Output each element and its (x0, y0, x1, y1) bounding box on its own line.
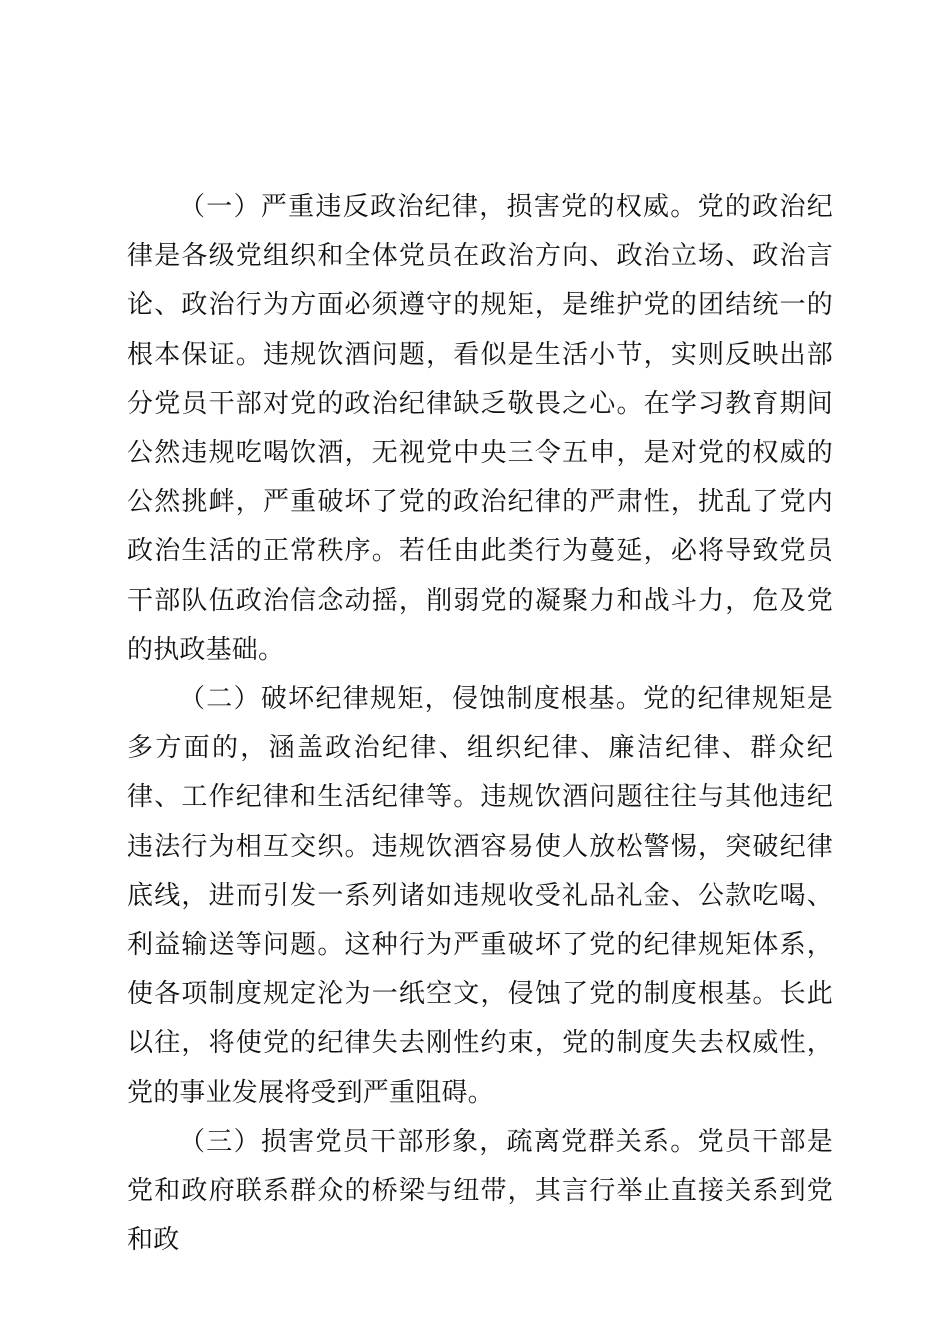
paragraph-cadre-image: （三）损害党员干部形象，疏离党群关系。党员干部是党和政府联系群众的桥梁与纽带，其言行举止直接关系到党和政 (127, 1126, 833, 1256)
document-body (127, 183, 833, 1265)
paragraph-political-discipline: （一）严重违反政治纪律，损害党的权威。党的政治纪律是各级党组织和全体党员在政治方向、政治立场、政治言论、政治行为方面必须遵守的规矩，是维护党的团结统一的根本保证。违规饮酒问题，看似是生活小节，实则反映出部分党员干部对党的政治纪律缺乏敬畏之心。在学习教育期间公然违规吃喝饮酒，无视党中央三令五申，是对党的权威的公然挑衅，严重破坏了党的政治纪律的严肃性，扰乱了党内政治生活的正常秩序。若任由此类行为蔓延，必将导致党员干部队伍政治信念动摇，削弱党的凝聚力和战斗力，危及党的执政基础。 (127, 192, 833, 665)
paragraph-discipline-rules: （二）破坏纪律规矩，侵蚀制度根基。党的纪律规矩是多方面的，涵盖政治纪律、组织纪律、廉洁纪律、群众纪律、工作纪律和生活纪律等。违规饮酒问题往往与其他违纪违法行为相互交织。违规饮酒容易使人放松警惕，突破纪律底线，进而引发一系列诸如违规收受礼品礼金、公款吃喝、利益输送等问题。这种行为严重破坏了党的纪律规矩体系，使各项制度规定沦为一纸空文，侵蚀了党的制度根基。长此以往，将使党的纪律失去刚性约束，党的制度失去权威性，党的事业发展将受到严重阻碍。 (127, 684, 833, 1108)
